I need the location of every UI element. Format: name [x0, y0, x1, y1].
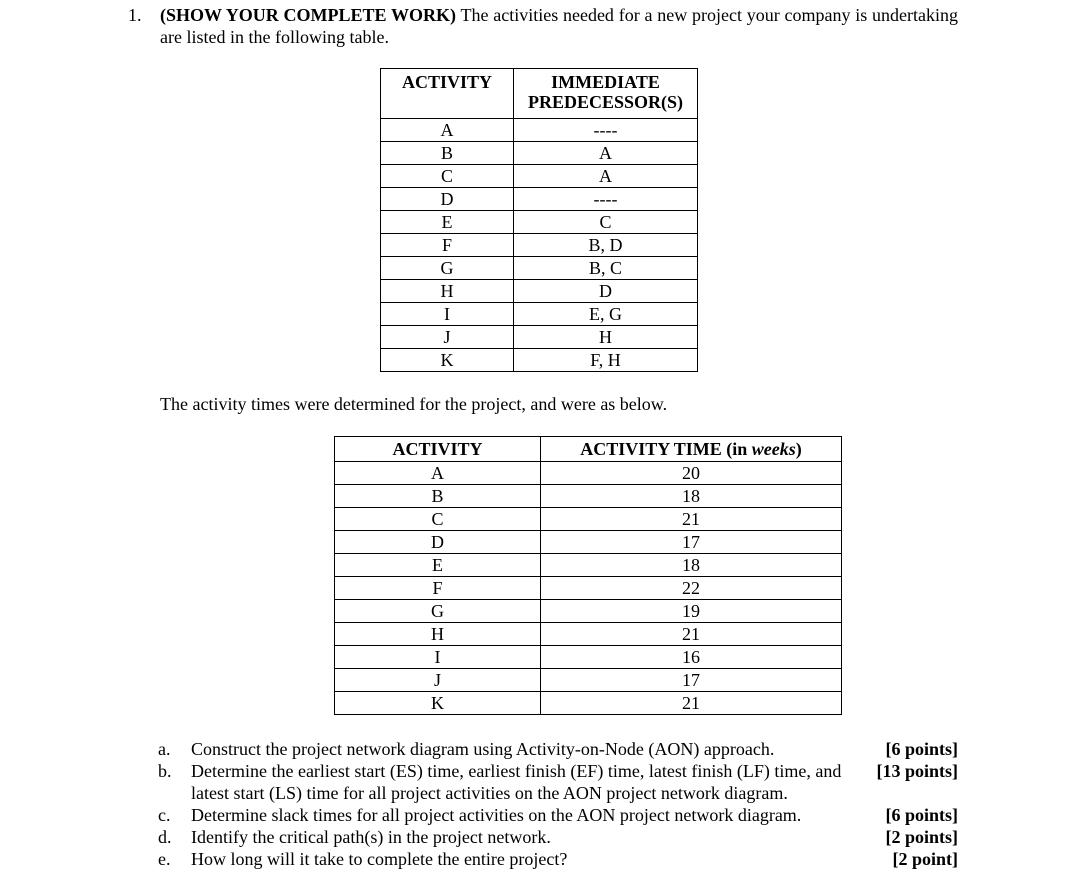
- activity-times-intro: The activity times were determined for the project, and were as below.: [160, 394, 668, 414]
- header-time-unit: weeks: [751, 439, 796, 459]
- part-letter: a.: [158, 739, 171, 759]
- question-part: [158, 826, 958, 848]
- activity-cell: A: [335, 462, 541, 485]
- activity-cell: K: [381, 349, 514, 372]
- activity-cell: E: [335, 554, 541, 577]
- activity-time-cell: 22: [541, 577, 842, 600]
- question-text: [160, 4, 958, 48]
- table-row: [381, 188, 698, 211]
- question-part: [158, 738, 958, 760]
- table-row: [335, 692, 842, 715]
- question-number: 1.: [128, 5, 142, 25]
- activity-time-cell: 18: [541, 485, 842, 508]
- predecessor-cell: E, G: [514, 303, 698, 326]
- activity-cell: B: [381, 142, 514, 165]
- activity-time-cell: 16: [541, 646, 842, 669]
- activity-time-cell: 19: [541, 600, 842, 623]
- predecessor-cell: D: [514, 280, 698, 303]
- part-letter: d.: [158, 827, 172, 847]
- table-row: [335, 669, 842, 692]
- table-row: [335, 600, 842, 623]
- activity-cell: H: [335, 623, 541, 646]
- header-immediate-predecessors: IMMEDIATE PREDECESSOR(S): [514, 69, 698, 119]
- table-row: [381, 280, 698, 303]
- predecessor-cell: ----: [514, 188, 698, 211]
- header-activity-time: [541, 437, 842, 462]
- activity-cell: D: [381, 188, 514, 211]
- activity-time-table: [334, 436, 842, 715]
- predecessor-cell: ----: [514, 119, 698, 142]
- table-row: [381, 326, 698, 349]
- activity-time-cell: 17: [541, 531, 842, 554]
- table-row: [335, 531, 842, 554]
- table-row: [381, 234, 698, 257]
- part-letter: b.: [158, 761, 172, 781]
- activity-cell: G: [381, 257, 514, 280]
- activity-cell: A: [381, 119, 514, 142]
- part-letter: e.: [158, 849, 171, 869]
- predecessor-cell: H: [514, 326, 698, 349]
- question-body: The activities needed for a new project your company is undertaking are listed in the following table.: [160, 5, 958, 47]
- predecessor-table-header: [381, 69, 698, 119]
- table-row: [335, 554, 842, 577]
- predecessor-cell: C: [514, 211, 698, 234]
- table-row: [335, 577, 842, 600]
- part-text: Determine the earliest start (ES) time, earliest finish (EF) time, latest finish (LF) time, and latest start (LS) time for all project activities on the AON project network diagram.: [191, 761, 842, 803]
- activity-cell: G: [335, 600, 541, 623]
- table-row: [381, 257, 698, 280]
- activity-cell: E: [381, 211, 514, 234]
- question-part: [158, 848, 958, 870]
- activity-cell: I: [335, 646, 541, 669]
- part-points: [6 points]: [885, 739, 958, 759]
- predecessor-cell: B, C: [514, 257, 698, 280]
- table-row: [381, 211, 698, 234]
- question-parts: [158, 738, 958, 870]
- activity-time-cell: 20: [541, 462, 842, 485]
- predecessor-cell: A: [514, 165, 698, 188]
- predecessor-cell: F, H: [514, 349, 698, 372]
- predecessor-cell: A: [514, 142, 698, 165]
- part-text: Construct the project network diagram using Activity-on-Node (AON) approach.: [191, 739, 775, 759]
- activity-cell: F: [335, 577, 541, 600]
- activity-cell: I: [381, 303, 514, 326]
- part-points: [13 points]: [876, 761, 958, 781]
- question-part: [158, 804, 958, 826]
- question-bold-prefix: (SHOW YOUR COMPLETE WORK): [160, 5, 457, 25]
- activity-time-cell: 18: [541, 554, 842, 577]
- part-text: How long will it take to complete the entire project?: [191, 849, 568, 869]
- table-row: [335, 508, 842, 531]
- part-text: Determine slack times for all project activities on the AON project network diagram.: [191, 805, 802, 825]
- activity-time-cell: 21: [541, 508, 842, 531]
- table-row: [335, 623, 842, 646]
- table-row: [381, 119, 698, 142]
- activity-cell: C: [335, 508, 541, 531]
- header-time-suffix: ): [795, 439, 802, 459]
- table-row: [381, 303, 698, 326]
- header-activity: ACTIVITY: [335, 437, 541, 462]
- activity-time-cell: 21: [541, 692, 842, 715]
- header-time-prefix: ACTIVITY TIME (in: [580, 439, 752, 459]
- part-points: [6 points]: [885, 805, 958, 825]
- activity-cell: D: [335, 531, 541, 554]
- activity-time-cell: 21: [541, 623, 842, 646]
- activity-cell: F: [381, 234, 514, 257]
- table-row: [335, 646, 842, 669]
- table-row: [335, 462, 842, 485]
- activity-cell: J: [381, 326, 514, 349]
- predecessor-table: [380, 68, 698, 372]
- table-row: [381, 349, 698, 372]
- activity-cell: J: [335, 669, 541, 692]
- predecessor-cell: B, D: [514, 234, 698, 257]
- question-header: [128, 4, 958, 48]
- activity-time-table-header: [335, 437, 842, 462]
- part-points: [2 points]: [885, 827, 958, 847]
- question-part: [158, 760, 958, 804]
- activity-cell: K: [335, 692, 541, 715]
- part-points: [2 point]: [892, 849, 958, 869]
- table-row: [381, 142, 698, 165]
- table-row: [335, 485, 842, 508]
- part-letter: c.: [158, 805, 171, 825]
- activity-cell: B: [335, 485, 541, 508]
- part-text: Identify the critical path(s) in the project network.: [191, 827, 551, 847]
- activity-time-cell: 17: [541, 669, 842, 692]
- header-activity: ACTIVITY: [381, 69, 514, 119]
- table-row: [381, 165, 698, 188]
- activity-cell: H: [381, 280, 514, 303]
- activity-cell: C: [381, 165, 514, 188]
